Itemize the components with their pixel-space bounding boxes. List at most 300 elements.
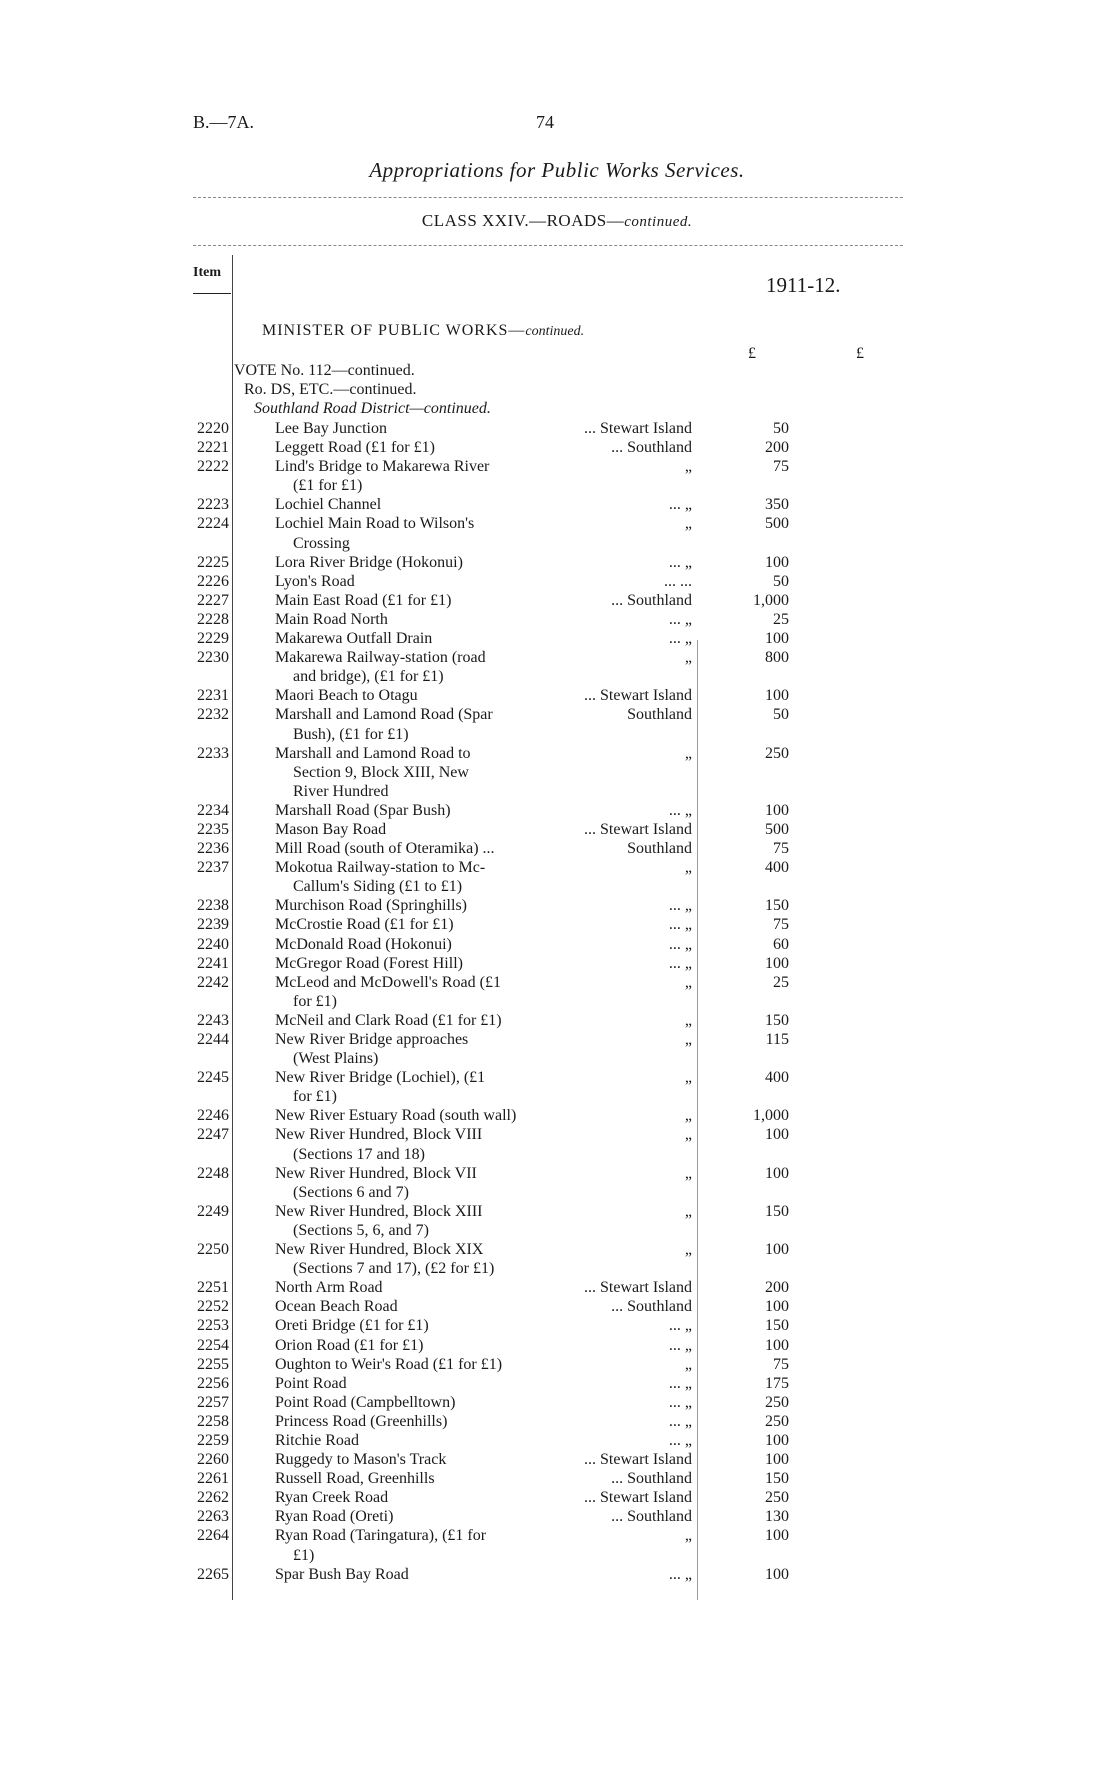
item-number: 2261 xyxy=(197,1470,229,1488)
district-name: „ xyxy=(684,973,692,991)
district-name: ... „ xyxy=(668,935,692,953)
description-line: Spar Bush Bay Road xyxy=(275,1565,409,1583)
district-name: ... „ xyxy=(668,1317,692,1335)
item-number: 2242 xyxy=(197,973,229,991)
table-row xyxy=(0,1374,1114,1393)
amount: 75 xyxy=(773,916,789,934)
year-heading: 1911-12. xyxy=(766,273,841,297)
table-row xyxy=(0,514,1114,552)
description-line: (West Plains) xyxy=(293,1050,379,1068)
description-line: Maori Beach to Otagu xyxy=(275,687,418,705)
item-number: 2221 xyxy=(197,439,229,457)
item-number: 2235 xyxy=(197,820,229,838)
description-line: Callum's Siding (£1 to £1) xyxy=(293,878,463,896)
description-line: (£1 for £1) xyxy=(293,477,363,495)
work-description xyxy=(275,572,565,591)
description-line: Russell Road, Greenhills xyxy=(275,1470,435,1488)
table-row xyxy=(0,1240,1114,1278)
district-name: „ xyxy=(684,859,692,877)
item-number: 2257 xyxy=(197,1393,229,1411)
description-line: North Arm Road xyxy=(275,1279,383,1297)
work-description xyxy=(275,1202,565,1240)
work-description xyxy=(275,438,565,457)
amount: 250 xyxy=(765,1489,789,1507)
currency-symbol: £ xyxy=(856,345,864,362)
amount: 100 xyxy=(765,801,789,819)
work-description xyxy=(275,705,565,743)
district-name: „ xyxy=(684,1069,692,1087)
district-name: ... Stewart Island xyxy=(584,820,692,838)
amount: 100 xyxy=(765,1451,789,1469)
district-name: ... „ xyxy=(668,1393,692,1411)
amount: 60 xyxy=(773,935,789,953)
description-line: Marshall and Lamond Road to xyxy=(275,744,471,762)
table-row xyxy=(0,954,1114,973)
work-description xyxy=(275,1125,565,1163)
class-heading: CLASS XXIV.—ROADS—continued. xyxy=(421,211,693,230)
description-line: (Sections 5, 6, and 7) xyxy=(293,1221,429,1239)
document-code: B.—7A. xyxy=(193,112,255,132)
work-description xyxy=(275,1068,565,1106)
table-row xyxy=(0,1030,1114,1068)
table-row xyxy=(0,839,1114,858)
description-line: Marshall and Lamond Road (Spar xyxy=(275,706,493,724)
work-description xyxy=(275,1450,565,1469)
district-name: Southland xyxy=(627,706,692,724)
table-row xyxy=(0,648,1114,686)
amount: 100 xyxy=(765,1527,789,1545)
table-row xyxy=(0,1412,1114,1431)
description-line: Ocean Beach Road xyxy=(275,1298,398,1316)
work-description xyxy=(275,1316,565,1335)
description-line: Main East Road (£1 for £1) xyxy=(275,591,452,609)
appropriations-table xyxy=(0,419,1114,1584)
amount: 75 xyxy=(773,1355,789,1373)
page-title: Appropriations for Public Works Services. xyxy=(369,158,745,182)
description-line: Point Road xyxy=(275,1374,347,1392)
item-number: 2262 xyxy=(197,1489,229,1507)
work-description xyxy=(275,1011,565,1030)
description-line: Crossing xyxy=(293,534,350,552)
description-line: and bridge), (£1 for £1) xyxy=(293,668,444,686)
item-number: 2231 xyxy=(197,687,229,705)
item-number: 2256 xyxy=(197,1374,229,1392)
amount: 25 xyxy=(773,610,789,628)
description-line: Lochiel Channel xyxy=(275,496,382,514)
district-name: „ xyxy=(684,1241,692,1259)
table-row xyxy=(0,438,1114,457)
district-name: ... „ xyxy=(668,801,692,819)
amount: 25 xyxy=(773,973,789,991)
item-number: 2248 xyxy=(197,1164,229,1182)
work-description xyxy=(275,610,565,629)
amount: 200 xyxy=(765,1279,789,1297)
amount: 100 xyxy=(765,1336,789,1354)
item-number: 2259 xyxy=(197,1431,229,1449)
description-line: Marshall Road (Spar Bush) xyxy=(275,801,451,819)
work-description xyxy=(275,744,565,801)
district-name: ... Southland xyxy=(611,591,692,609)
table-row xyxy=(0,896,1114,915)
amount: 100 xyxy=(765,1565,789,1583)
item-number: 2252 xyxy=(197,1298,229,1316)
item-number: 2220 xyxy=(197,420,229,437)
vote-heading: VOTE No. 112—continued. xyxy=(234,362,415,379)
table-row xyxy=(0,419,1114,438)
description-line: Ruggedy to Mason's Track xyxy=(275,1451,447,1469)
table-row xyxy=(0,1278,1114,1297)
item-number: 2244 xyxy=(197,1031,229,1049)
district-name: ... Stewart Island xyxy=(584,1489,692,1507)
item-number: 2236 xyxy=(197,840,229,858)
item-number: 2260 xyxy=(197,1451,229,1469)
item-number: 2264 xyxy=(197,1527,229,1545)
description-line: Lind's Bridge to Makarewa River xyxy=(275,458,490,476)
description-line: Makarewa Railway-station (road xyxy=(275,649,486,667)
table-row xyxy=(0,686,1114,705)
amount: 50 xyxy=(773,420,789,437)
district-name: „ xyxy=(684,1355,692,1373)
description-line: Bush), (£1 for £1) xyxy=(293,725,409,743)
item-number: 2226 xyxy=(197,572,229,590)
work-description xyxy=(275,915,565,934)
table-row xyxy=(0,457,1114,495)
amount: 115 xyxy=(765,1031,789,1049)
table-row xyxy=(0,1125,1114,1163)
district-name: ... „ xyxy=(668,496,692,514)
district-name: ... Stewart Island xyxy=(584,1451,692,1469)
work-description xyxy=(275,1240,565,1278)
district-name: ... „ xyxy=(668,1431,692,1449)
district-name: „ xyxy=(684,1202,692,1220)
table-row xyxy=(0,1469,1114,1488)
amount: 100 xyxy=(765,553,789,571)
item-number: 2265 xyxy=(197,1565,229,1583)
table-row xyxy=(0,1355,1114,1374)
item-number: 2255 xyxy=(197,1355,229,1373)
description-line: for £1) xyxy=(293,992,337,1010)
description-line: River Hundred xyxy=(293,782,389,800)
amount: 100 xyxy=(765,1298,789,1316)
description-line: Mokotua Railway-station to Mc- xyxy=(275,859,486,877)
amount: 800 xyxy=(765,649,789,667)
work-description xyxy=(275,935,565,954)
amount: 500 xyxy=(765,820,789,838)
work-description xyxy=(275,839,565,858)
district-name: ... Stewart Island xyxy=(584,687,692,705)
item-number: 2254 xyxy=(197,1336,229,1354)
district-name: ... Southland xyxy=(611,1508,692,1526)
amount: 150 xyxy=(765,1011,789,1029)
amount: 100 xyxy=(765,1126,789,1144)
district-name: ... „ xyxy=(668,610,692,628)
description-line: for £1) xyxy=(293,1088,337,1106)
work-description xyxy=(275,1526,565,1564)
description-line: New River Bridge approaches xyxy=(275,1031,469,1049)
work-description xyxy=(275,820,565,839)
work-description xyxy=(275,591,565,610)
table-row xyxy=(0,820,1114,839)
district-name: ... Stewart Island xyxy=(584,420,692,437)
description-line: Mill Road (south of Oteramika) ... xyxy=(275,840,495,858)
table-row xyxy=(0,1068,1114,1106)
description-line: Mason Bay Road xyxy=(275,820,387,838)
table-row xyxy=(0,1393,1114,1412)
description-line: (Sections 7 and 17), (£2 for £1) xyxy=(293,1260,495,1278)
item-number: 2232 xyxy=(197,706,229,724)
description-line: Lochiel Main Road to Wilson's xyxy=(275,515,475,533)
work-description xyxy=(275,954,565,973)
amount: 100 xyxy=(765,1241,789,1259)
district-name: ... „ xyxy=(668,897,692,915)
table-row xyxy=(0,915,1114,934)
district-name: „ xyxy=(684,744,692,762)
district-name: ... Southland xyxy=(611,1470,692,1488)
table-row xyxy=(0,858,1114,896)
table-row xyxy=(0,1164,1114,1202)
description-line: New River Bridge (Lochiel), (£1 xyxy=(275,1069,486,1087)
roads-heading: Ro. DS, ETC.—continued. xyxy=(244,381,417,398)
description-line: Makarewa Outfall Drain xyxy=(275,630,433,648)
work-description xyxy=(275,1469,565,1488)
work-description xyxy=(275,1488,565,1507)
district-name: ... Southland xyxy=(611,439,692,457)
table-row xyxy=(0,1336,1114,1355)
district-name: ... ... xyxy=(664,572,692,590)
table-row xyxy=(0,1526,1114,1564)
amount: 100 xyxy=(765,954,789,972)
item-number: 2253 xyxy=(197,1317,229,1335)
item-number: 2223 xyxy=(197,496,229,514)
amount: 400 xyxy=(765,859,789,877)
district-name: ... „ xyxy=(668,1412,692,1430)
work-description xyxy=(275,801,565,820)
work-description xyxy=(275,629,565,648)
table-row xyxy=(0,801,1114,820)
table-row xyxy=(0,973,1114,1011)
table-row xyxy=(0,1297,1114,1316)
table-row xyxy=(0,1450,1114,1469)
page-number: 74 xyxy=(536,112,554,132)
work-description xyxy=(275,1565,565,1584)
amount: 100 xyxy=(765,630,789,648)
district-name: Southland xyxy=(627,840,692,858)
amount: 200 xyxy=(765,439,789,457)
table-row xyxy=(0,1431,1114,1450)
table-row xyxy=(0,705,1114,743)
item-number: 2263 xyxy=(197,1508,229,1526)
work-description xyxy=(275,1374,565,1393)
amount: 1,000 xyxy=(753,1107,789,1125)
item-number: 2249 xyxy=(197,1202,229,1220)
description-line: Main Road North xyxy=(275,610,388,628)
amount: 250 xyxy=(765,1412,789,1430)
amount: 100 xyxy=(765,687,789,705)
item-number: 2224 xyxy=(197,515,229,533)
amount: 100 xyxy=(765,1164,789,1182)
amount: 75 xyxy=(773,840,789,858)
work-description xyxy=(275,896,565,915)
work-description xyxy=(275,1164,565,1202)
table-row xyxy=(0,1565,1114,1584)
district-name: „ xyxy=(684,1527,692,1545)
item-column-header: Item xyxy=(193,265,221,280)
table-row xyxy=(0,572,1114,591)
description-line: McLeod and McDowell's Road (£1 xyxy=(275,973,501,991)
item-number: 2238 xyxy=(197,897,229,915)
item-number: 2233 xyxy=(197,744,229,762)
district-name: „ xyxy=(684,1126,692,1144)
table-row xyxy=(0,1316,1114,1335)
item-number: 2237 xyxy=(197,859,229,877)
table-row xyxy=(0,629,1114,648)
description-line: Ritchie Road xyxy=(275,1431,359,1449)
table-row xyxy=(0,495,1114,514)
amount: 250 xyxy=(765,744,789,762)
description-line: Point Road (Campbelltown) xyxy=(275,1393,456,1411)
item-number: 2246 xyxy=(197,1107,229,1125)
table-row xyxy=(0,1106,1114,1125)
item-number: 2250 xyxy=(197,1241,229,1259)
work-description xyxy=(275,858,565,896)
work-description xyxy=(275,457,565,495)
item-number: 2247 xyxy=(197,1126,229,1144)
description-line: New River Estuary Road (south wall) xyxy=(275,1107,517,1125)
description-line: McDonald Road (Hokonui) xyxy=(275,935,452,953)
work-description xyxy=(275,1297,565,1316)
work-description xyxy=(275,1278,565,1297)
description-line: Princess Road (Greenhills) xyxy=(275,1412,448,1430)
amount: 1,000 xyxy=(753,591,789,609)
work-description xyxy=(275,1355,565,1374)
table-row xyxy=(0,1507,1114,1526)
work-description xyxy=(275,1106,565,1125)
item-number: 2230 xyxy=(197,649,229,667)
item-number: 2228 xyxy=(197,610,229,628)
description-line: Ryan Road (Taringatura), (£1 for xyxy=(275,1527,487,1545)
work-description xyxy=(275,973,565,1011)
description-line: McNeil and Clark Road (£1 for £1) xyxy=(275,1011,502,1029)
district-name: „ xyxy=(684,458,692,476)
district-name: ... „ xyxy=(668,1336,692,1354)
description-line: Oughton to Weir's Road (£1 for £1) xyxy=(275,1355,503,1373)
description-line: £1) xyxy=(293,1546,315,1564)
description-line: New River Hundred, Block VII xyxy=(275,1164,477,1182)
amount: 175 xyxy=(765,1374,789,1392)
description-line: New River Hundred, Block VIII xyxy=(275,1126,483,1144)
table-row xyxy=(0,553,1114,572)
description-line: Ryan Road (Oreti) xyxy=(275,1508,394,1526)
district-name: „ xyxy=(684,1011,692,1029)
work-description xyxy=(275,1393,565,1412)
table-row xyxy=(0,1488,1114,1507)
currency-symbol: £ xyxy=(748,345,756,362)
amount: 400 xyxy=(765,1069,789,1087)
amount: 500 xyxy=(765,515,789,533)
description-line: Murchison Road (Springhills) xyxy=(275,897,467,915)
district-name: ... „ xyxy=(668,916,692,934)
item-number: 2251 xyxy=(197,1279,229,1297)
item-number: 2243 xyxy=(197,1011,229,1029)
item-number: 2258 xyxy=(197,1412,229,1430)
district-name: ... „ xyxy=(668,954,692,972)
description-line: (Sections 17 and 18) xyxy=(293,1145,425,1163)
divider xyxy=(193,245,903,246)
amount: 50 xyxy=(773,706,789,724)
district-name: „ xyxy=(684,1031,692,1049)
item-number: 2234 xyxy=(197,801,229,819)
amount: 150 xyxy=(765,1470,789,1488)
description-line: McCrostie Road (£1 for £1) xyxy=(275,916,454,934)
description-line: Lyon's Road xyxy=(275,572,355,590)
work-description xyxy=(275,1507,565,1526)
work-description xyxy=(275,1030,565,1068)
district-name: ... „ xyxy=(668,1565,692,1583)
district-name: ... „ xyxy=(668,553,692,571)
item-number: 2222 xyxy=(197,458,229,476)
description-line: Orion Road (£1 for £1) xyxy=(275,1336,424,1354)
district-name: ... Stewart Island xyxy=(584,1279,692,1297)
item-number: 2245 xyxy=(197,1069,229,1087)
work-description xyxy=(275,553,565,572)
work-description xyxy=(275,1336,565,1355)
table-row xyxy=(0,744,1114,801)
description-line: Ryan Creek Road xyxy=(275,1489,389,1507)
amount: 350 xyxy=(765,496,789,514)
description-line: Section 9, Block XIII, New xyxy=(293,763,469,781)
description-line: Lora River Bridge (Hokonui) xyxy=(275,553,463,571)
item-number: 2239 xyxy=(197,916,229,934)
minister-heading: MINISTER OF PUBLIC WORKS—continued. xyxy=(262,322,585,339)
table-row xyxy=(0,610,1114,629)
item-number: 2241 xyxy=(197,954,229,972)
item-number: 2240 xyxy=(197,935,229,953)
district-name: „ xyxy=(684,1164,692,1182)
amount: 250 xyxy=(765,1393,789,1411)
item-number: 2227 xyxy=(197,591,229,609)
work-description xyxy=(275,648,565,686)
table-row xyxy=(0,1011,1114,1030)
item-number: 2225 xyxy=(197,553,229,571)
amount: 150 xyxy=(765,1202,789,1220)
district-name: ... Southland xyxy=(611,1298,692,1316)
description-line: Leggett Road (£1 for £1) xyxy=(275,439,435,457)
work-description xyxy=(275,419,565,438)
district-name: ... „ xyxy=(668,1374,692,1392)
item-number: 2229 xyxy=(197,630,229,648)
district-name: ... „ xyxy=(668,630,692,648)
description-line: Oreti Bridge (£1 for £1) xyxy=(275,1317,429,1335)
district-heading: Southland Road District—continued. xyxy=(254,400,491,417)
district-name: „ xyxy=(684,649,692,667)
amount: 50 xyxy=(773,572,789,590)
work-description xyxy=(275,495,565,514)
amount: 150 xyxy=(765,897,789,915)
work-description xyxy=(275,514,565,552)
table-row xyxy=(0,591,1114,610)
work-description xyxy=(275,1412,565,1431)
table-row xyxy=(0,935,1114,954)
work-description xyxy=(275,1431,565,1450)
description-line: New River Hundred, Block XIX xyxy=(275,1241,484,1259)
amount: 75 xyxy=(773,458,789,476)
table-row xyxy=(0,1202,1114,1240)
description-line: (Sections 6 and 7) xyxy=(293,1183,409,1201)
district-name: „ xyxy=(684,1107,692,1125)
amount: 100 xyxy=(765,1431,789,1449)
description-line: Lee Bay Junction xyxy=(275,420,387,437)
district-name: „ xyxy=(684,515,692,533)
